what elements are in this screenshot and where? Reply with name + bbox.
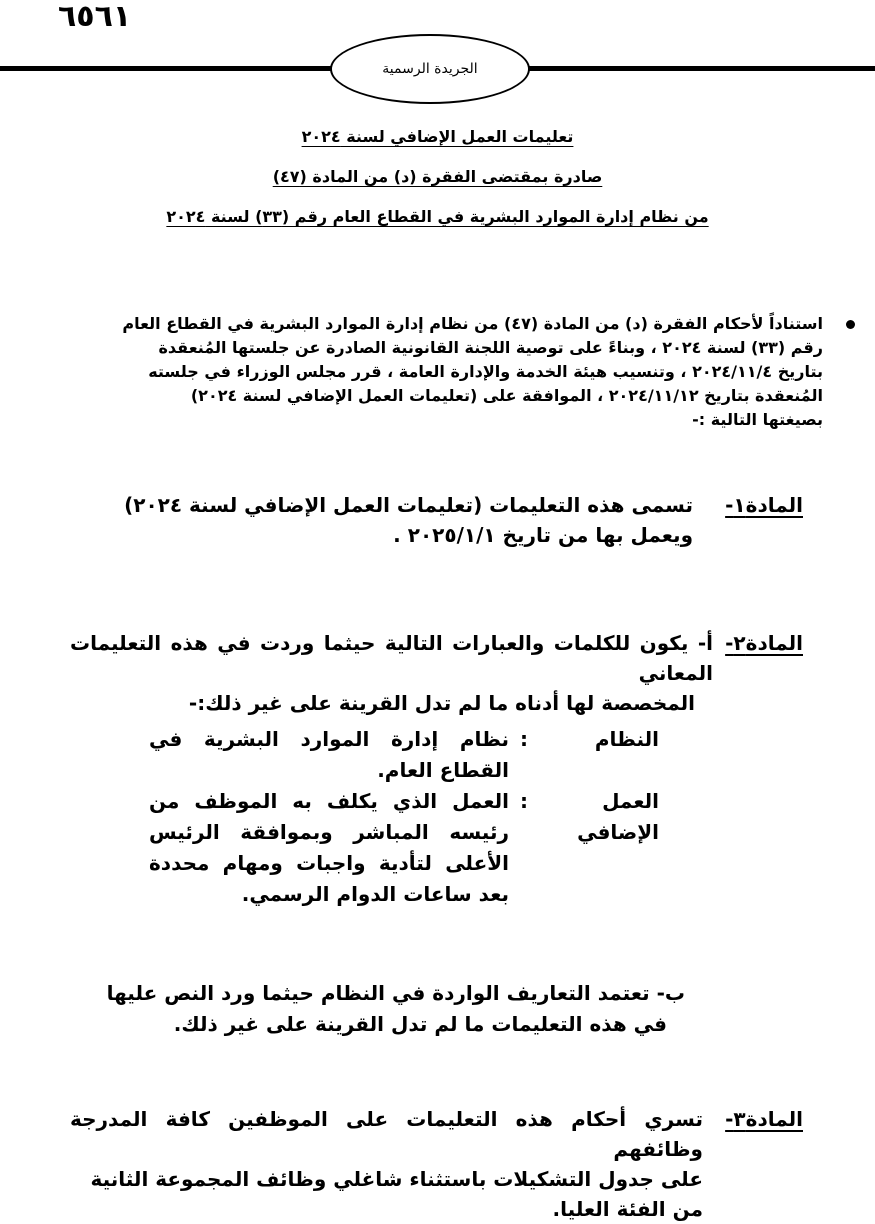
article-2-label: المادة٢-	[725, 631, 803, 655]
document-titles	[0, 126, 875, 246]
preamble-line: بصيغتها التالية :-	[692, 410, 823, 429]
article-1	[70, 490, 803, 550]
definition-term: العمل الإضافي	[577, 789, 659, 844]
paragraph-b-line: ب- تعتمد التعاريف الواردة في النظام حيثما ورد النص عليها	[106, 981, 685, 1005]
preamble-line: بتاريخ ٢٠٢٤/١١/٤ ، وتنسيب هيئة الخدمة والإدارة العامة ، قرر مجلس الوزراء في جلسته	[148, 362, 823, 381]
article-1-body	[70, 490, 693, 550]
article-2-body	[70, 628, 713, 718]
definitions-table	[149, 724, 659, 910]
document-title: تعليمات العمل الإضافي لسنة ٢٠٢٤	[301, 127, 574, 146]
article-2	[70, 628, 803, 718]
document-subtitle: صادرة بمقتضى الفقرة (د) من المادة (٤٧)	[272, 167, 603, 186]
article-1-line: تسمى هذه التعليمات (تعليمات العمل الإضافي لسنة ٢٠٢٤)	[124, 493, 693, 517]
preamble-line: استناداً لأحكام الفقرة (د) من المادة (٤٧) من نظام إدارة الموارد البشرية في القطاع العام	[122, 314, 823, 333]
page-number: ٦٥٦١	[58, 0, 132, 34]
definition-row	[149, 786, 659, 910]
definition-term: النظام	[594, 727, 659, 751]
article-3-line: من الفئة العليا.	[552, 1197, 703, 1221]
gazette-name-oval	[330, 34, 530, 104]
article-3-line: على جدول التشكيلات باستثناء شاغلي وظائف المجموعة الثانية	[90, 1167, 703, 1191]
article-2-paragraph-b	[70, 978, 685, 1040]
paragraph-b-line: في هذه التعليمات ما لم تدل القرينة على غير ذلك.	[173, 1012, 667, 1036]
preamble-line: رقم (٣٣) لسنة ٢٠٢٤ ، وبناءً على توصية اللجنة القانونية الصادرة عن جلستها المُنعقدة	[158, 338, 823, 357]
article-3-line: تسري أحكام هذه التعليمات على الموظفين كافة المدرجة وظائفهم	[70, 1107, 703, 1161]
gazette-name: الجريدة الرسمية	[382, 61, 478, 77]
article-1-line: ويعمل بها من تاريخ ٢٠٢٥/١/١ .	[393, 523, 693, 547]
definition-text: العمل الذي يكلف به الموظف من رئيسه المباشر وبموافقة الرئيس الأعلى لتأدية واجبات ومهام محددة بعد ساعات الدوام الرسمي.	[149, 789, 509, 906]
definition-row	[149, 724, 659, 786]
article-3	[70, 1104, 803, 1224]
preamble	[55, 312, 823, 432]
definition-colon: :	[520, 789, 528, 813]
article-3-label: المادة٣-	[725, 1107, 803, 1131]
bullet-icon	[846, 320, 855, 329]
article-2-line: أ- يكون للكلمات والعبارات التالية حيثما وردت في هذه التعليمات المعاني	[70, 631, 713, 685]
definition-colon: :	[520, 727, 528, 751]
definition-text: نظام إدارة الموارد البشرية في القطاع العام.	[149, 727, 509, 782]
article-2-line: المخصصة لها أدناه ما لم تدل القرينة على غير ذلك:-	[188, 691, 695, 715]
document-source: من نظام إدارة الموارد البشرية في القطاع العام رقم (٣٣) لسنة ٢٠٢٤	[166, 207, 709, 226]
article-1-label: المادة١-	[725, 493, 803, 517]
article-3-body	[70, 1104, 703, 1224]
preamble-line: المُنعقدة بتاريخ ٢٠٢٤/١١/١٢ ، الموافقة على (تعليمات العمل الإضافي لسنة ٢٠٢٤)	[190, 386, 823, 405]
